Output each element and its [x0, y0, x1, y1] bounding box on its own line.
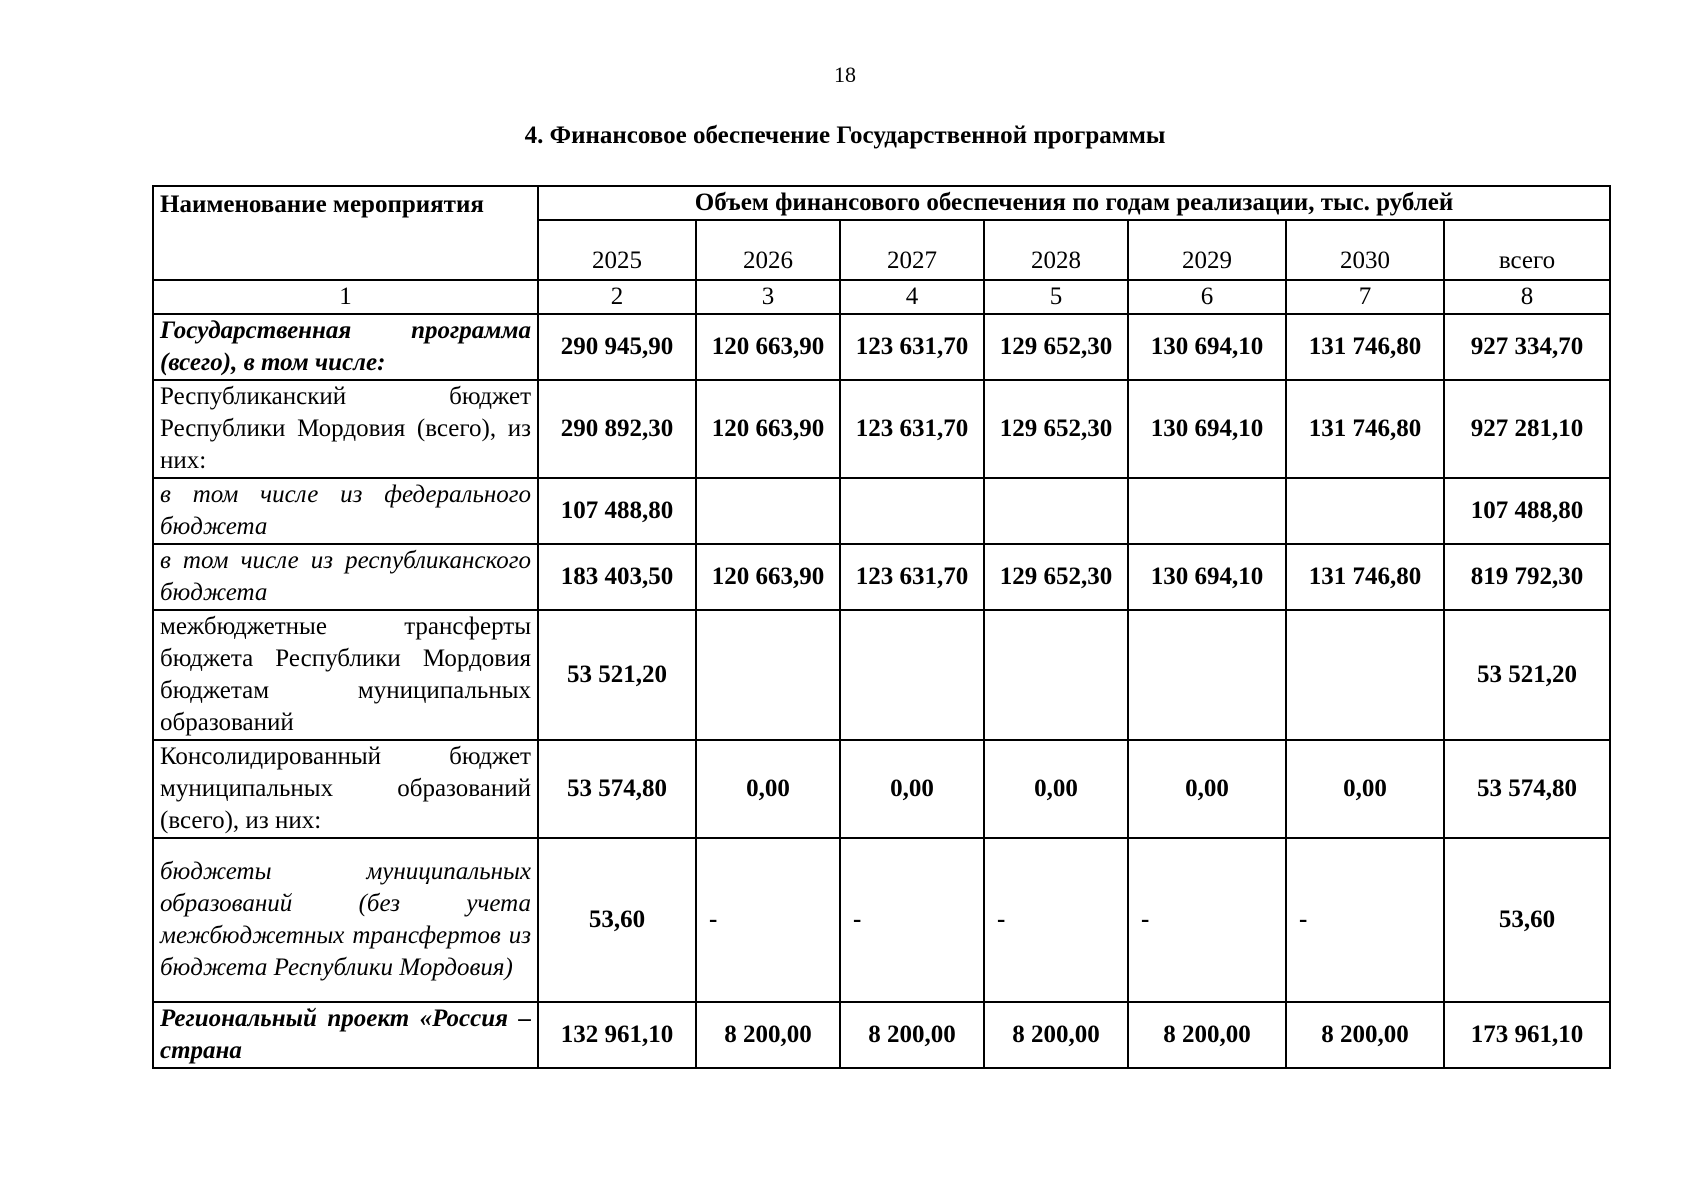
value-cell: 53 521,20 — [1444, 610, 1610, 740]
value-cell: - — [984, 838, 1128, 1002]
column-number: 3 — [696, 280, 840, 314]
value-cell: 120 663,90 — [696, 380, 840, 478]
value-cell: 173 961,10 — [1444, 1002, 1610, 1068]
value-cell: 0,00 — [984, 740, 1128, 838]
header-volume-cell: Объем финансового обеспечения по годам реализации, тыс. рублей — [538, 186, 1610, 220]
year-2026: 2026 — [696, 220, 840, 280]
year-2025: 2025 — [538, 220, 696, 280]
column-number: 7 — [1286, 280, 1444, 314]
value-cell: 290 892,30 — [538, 380, 696, 478]
value-cell: 107 488,80 — [538, 478, 696, 544]
value-cell: 0,00 — [1286, 740, 1444, 838]
value-cell: - — [1286, 838, 1444, 1002]
value-cell: 183 403,50 — [538, 544, 696, 610]
table-row — [153, 740, 1610, 838]
column-number: 1 — [153, 280, 538, 314]
value-cell: 53 574,80 — [538, 740, 696, 838]
column-number: 2 — [538, 280, 696, 314]
value-cell: 927 281,10 — [1444, 380, 1610, 478]
value-cell: 8 200,00 — [840, 1002, 984, 1068]
table-row — [153, 1002, 1610, 1068]
year-2028: 2028 — [984, 220, 1128, 280]
row-name: межбюджетные трансферты бюджета Республики Мордовия бюджетам муниципальных образований — [153, 610, 538, 740]
value-cell: - — [840, 838, 984, 1002]
column-number: 8 — [1444, 280, 1610, 314]
row-name: Консолидированный бюджет муниципальных образований (всего), из них: — [153, 740, 538, 838]
value-cell: 129 652,30 — [984, 544, 1128, 610]
value-cell — [984, 610, 1128, 740]
column-number: 4 — [840, 280, 984, 314]
value-cell: 0,00 — [840, 740, 984, 838]
page-number: 18 — [834, 62, 856, 87]
header-name-cell: Наименование мероприятия — [153, 186, 538, 280]
value-cell: 290 945,90 — [538, 314, 696, 380]
table-header-row — [153, 186, 1610, 220]
value-cell: 123 631,70 — [840, 544, 984, 610]
value-cell: 927 334,70 — [1444, 314, 1610, 380]
table-row — [153, 544, 1610, 610]
value-cell: 53,60 — [1444, 838, 1610, 1002]
value-cell: 53 574,80 — [1444, 740, 1610, 838]
value-cell: 8 200,00 — [696, 1002, 840, 1068]
value-cell — [840, 478, 984, 544]
value-cell: 130 694,10 — [1128, 314, 1286, 380]
value-cell: 53,60 — [538, 838, 696, 1002]
value-cell — [696, 478, 840, 544]
value-cell: - — [1128, 838, 1286, 1002]
row-name: в том числе из республиканского бюджета — [153, 544, 538, 610]
row-name: в том числе из федерального бюджета — [153, 478, 538, 544]
year-2029: 2029 — [1128, 220, 1286, 280]
value-cell — [1128, 610, 1286, 740]
value-cell: 132 961,10 — [538, 1002, 696, 1068]
value-cell: 819 792,30 — [1444, 544, 1610, 610]
table-row — [153, 314, 1610, 380]
value-cell: 120 663,90 — [696, 314, 840, 380]
value-cell — [696, 610, 840, 740]
value-cell: 53 521,20 — [538, 610, 696, 740]
column-number: 5 — [984, 280, 1128, 314]
value-cell: 129 652,30 — [984, 314, 1128, 380]
row-name: Государственная программа (всего), в том числе: — [153, 314, 538, 380]
value-cell: 0,00 — [696, 740, 840, 838]
value-cell — [1286, 478, 1444, 544]
value-cell: 8 200,00 — [984, 1002, 1128, 1068]
table-row — [153, 838, 1610, 1002]
year-total: всего — [1444, 220, 1610, 280]
value-cell: 8 200,00 — [1286, 1002, 1444, 1068]
value-cell: 130 694,10 — [1128, 380, 1286, 478]
value-cell: 123 631,70 — [840, 314, 984, 380]
table-row — [153, 380, 1610, 478]
value-cell: 0,00 — [1128, 740, 1286, 838]
value-cell — [1128, 478, 1286, 544]
value-cell: 130 694,10 — [1128, 544, 1286, 610]
value-cell: 120 663,90 — [696, 544, 840, 610]
table-row — [153, 610, 1610, 740]
value-cell — [840, 610, 984, 740]
row-name: Республиканский бюджет Республики Мордовия (всего), из них: — [153, 380, 538, 478]
financing-table — [152, 185, 1611, 1069]
section-title: 4. Финансовое обеспечение Государственной программы — [524, 122, 1166, 149]
value-cell — [1286, 610, 1444, 740]
value-cell: 131 746,80 — [1286, 544, 1444, 610]
table-row — [153, 478, 1610, 544]
value-cell: 123 631,70 — [840, 380, 984, 478]
value-cell: 8 200,00 — [1128, 1002, 1286, 1068]
value-cell: - — [696, 838, 840, 1002]
column-number: 6 — [1128, 280, 1286, 314]
row-name: Региональный проект «Россия – страна — [153, 1002, 538, 1068]
value-cell — [984, 478, 1128, 544]
year-2027: 2027 — [840, 220, 984, 280]
value-cell: 131 746,80 — [1286, 380, 1444, 478]
column-numbers-row — [153, 280, 1610, 314]
year-2030: 2030 — [1286, 220, 1444, 280]
value-cell: 107 488,80 — [1444, 478, 1610, 544]
value-cell: 129 652,30 — [984, 380, 1128, 478]
row-name: бюджеты муниципальных образований (без учета межбюджетных трансфертов из бюджета Республики Мордовия) — [153, 838, 538, 1002]
value-cell: 131 746,80 — [1286, 314, 1444, 380]
